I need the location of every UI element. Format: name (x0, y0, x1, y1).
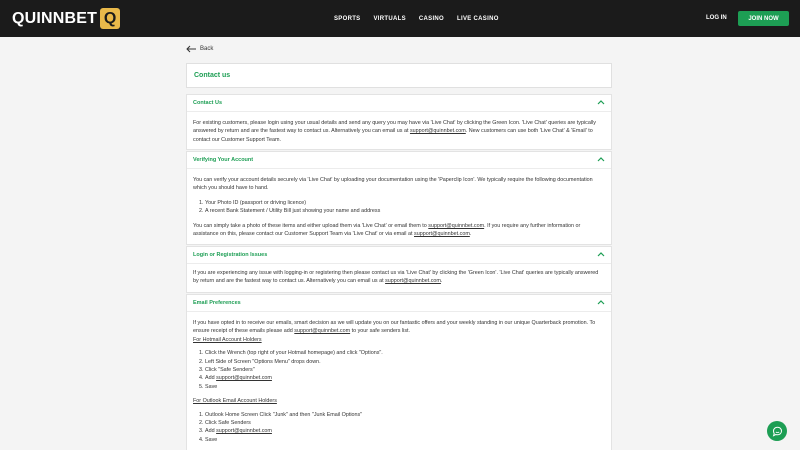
list-item: 3. Click "Safe Senders" (205, 366, 599, 374)
accordion-title: Contact Us (193, 100, 223, 106)
chat-bubble-icon (772, 426, 783, 437)
contact-text-2: . New customers can use both 'Live Chat' & 'Email' to contact our Customer Support Team. (193, 128, 593, 143)
accordion-title: Email Preferences (193, 300, 241, 306)
list-item: 2. Click Safe Senders (205, 419, 599, 427)
outlook-steps-list (193, 411, 599, 445)
verify-text-2: . If you require any further information or assistance on this, please contact our Customer Support Team via 'Live Chat' or via email at (193, 222, 581, 238)
accordion-email-preferences (186, 294, 612, 450)
verify-doc-list (193, 199, 599, 216)
outlook-heading: For Outlook Email Account Holders (193, 398, 277, 405)
page-title: Contact us (194, 72, 231, 79)
add-label: Add (205, 428, 217, 435)
nav-live-casino[interactable]: LIVE CASINO (457, 15, 499, 22)
support-email-link[interactable]: support@quinnbet.com (216, 428, 272, 435)
list-item (205, 427, 599, 435)
login-link[interactable]: LOG IN (706, 15, 727, 21)
accordion-body-verifying-account (193, 176, 599, 238)
login-text-2: . (440, 278, 443, 285)
accordion-body-login-registration (193, 269, 599, 286)
live-chat-button[interactable] (767, 421, 787, 441)
list-item (205, 374, 599, 382)
contact-text-1: For existing customers, please login using your usual details and send any query you may have via 'Live Chat' by clicking the Green Icon. 'Live Chat' queries are typically answered by return and are the fastest way to contact us. Alternatively you can email us at (193, 120, 596, 135)
accordion-title: Verifying Your Account (193, 157, 254, 163)
support-email-link[interactable]: support@quinnbet.com (409, 128, 466, 135)
support-email-link[interactable]: support@quinnbet.com (414, 231, 470, 238)
list-item: 1. Your Photo ID (passport or driving licence) (205, 199, 599, 207)
accordion-title: Login or Registration Issues (193, 252, 268, 258)
support-email-link[interactable]: support@quinnbet.com (294, 328, 351, 335)
list-item: 2. A recent Bank Statement / Utility Bill just showing your name and address (205, 207, 599, 215)
list-item: 1. Click the Wrench (top right of your Hotmail homepage) and click "Options". (205, 349, 599, 357)
accordion-header-login-registration[interactable] (187, 247, 611, 264)
join-now-button[interactable]: JOIN NOW (738, 11, 789, 26)
logo-q-mark: Q (100, 8, 120, 29)
login-text-1: If you are experiencing any issue with logging-in or registering then please contact us via 'Live Chat' by clicking the 'Green Icon'. 'Live Chat' queries are typically answered by return and are the fastest way to contact us. Alternatively you can email us at (193, 270, 599, 285)
list-item: 5. Save (205, 383, 599, 391)
quinnbet-logo[interactable] (12, 7, 120, 30)
login-paragraph (193, 269, 599, 286)
add-label: Add (205, 375, 217, 382)
page-title-panel (186, 63, 612, 88)
nav-casino[interactable]: CASINO (418, 15, 445, 22)
chevron-up-icon[interactable] (597, 251, 605, 257)
support-email-link[interactable]: support@quinnbet.com (216, 375, 272, 382)
list-item: 1. Outlook Home Screen Click "Junk" and then "Junk Email Options" (205, 411, 599, 419)
chevron-up-icon[interactable] (597, 99, 605, 105)
verify-paragraph-2 (193, 222, 599, 239)
support-email-link[interactable]: support@quinnbet.com (428, 222, 485, 229)
hotmail-steps-list (193, 349, 599, 391)
accordion-login-registration (186, 246, 612, 293)
accordion-header-contact-us[interactable] (187, 95, 611, 112)
verify-paragraph-1: You can verify your account details securely via 'Live Chat' by uploading your documentation using the 'Paperclip Icon'. We typically require the following documentation which you should have to hand. (193, 177, 593, 192)
email-prefs-text-2: to your safe senders list. (350, 328, 411, 335)
back-link[interactable] (186, 45, 213, 53)
arrow-left-icon (186, 45, 196, 53)
main-nav (334, 0, 512, 37)
verify-text-3: . (469, 231, 472, 238)
accordion-body-email-preferences (193, 319, 599, 444)
nav-virtuals[interactable]: VIRTUALS (373, 15, 406, 22)
email-prefs-text-1: If you have opted in to receive our emails, smart decision as we will update you on our fantastic offers and your weekly standing in our unique Quarterback promotion. To ensure receipt of these emails please add (193, 320, 596, 335)
accordion-header-email-preferences[interactable] (187, 295, 611, 312)
accordion-contact-us (186, 94, 612, 150)
accordion-verifying-account (186, 151, 612, 245)
hotmail-heading: For Hotmail Account Holders (193, 336, 262, 343)
accordion-header-verifying-account[interactable] (187, 152, 611, 169)
verify-text-1: You can simply take a photo of these items and either upload them via 'Live Chat' or email them to (193, 222, 429, 229)
support-email-link[interactable]: support@quinnbet.com (385, 278, 441, 285)
list-item: 2. Left Side of Screen "Options Menu" drops down. (205, 358, 599, 366)
chevron-up-icon[interactable] (597, 156, 605, 162)
logo-wordmark: QUINNBET (12, 9, 98, 27)
back-label: Back (200, 46, 214, 52)
contact-paragraph (193, 119, 599, 144)
accordion-body-contact-us (193, 119, 599, 144)
nav-sports[interactable]: SPORTS (334, 15, 361, 22)
email-prefs-paragraph (193, 319, 599, 336)
top-navigation-bar (0, 0, 800, 37)
chevron-up-icon[interactable] (597, 299, 605, 305)
list-item: 4. Save (205, 436, 599, 444)
